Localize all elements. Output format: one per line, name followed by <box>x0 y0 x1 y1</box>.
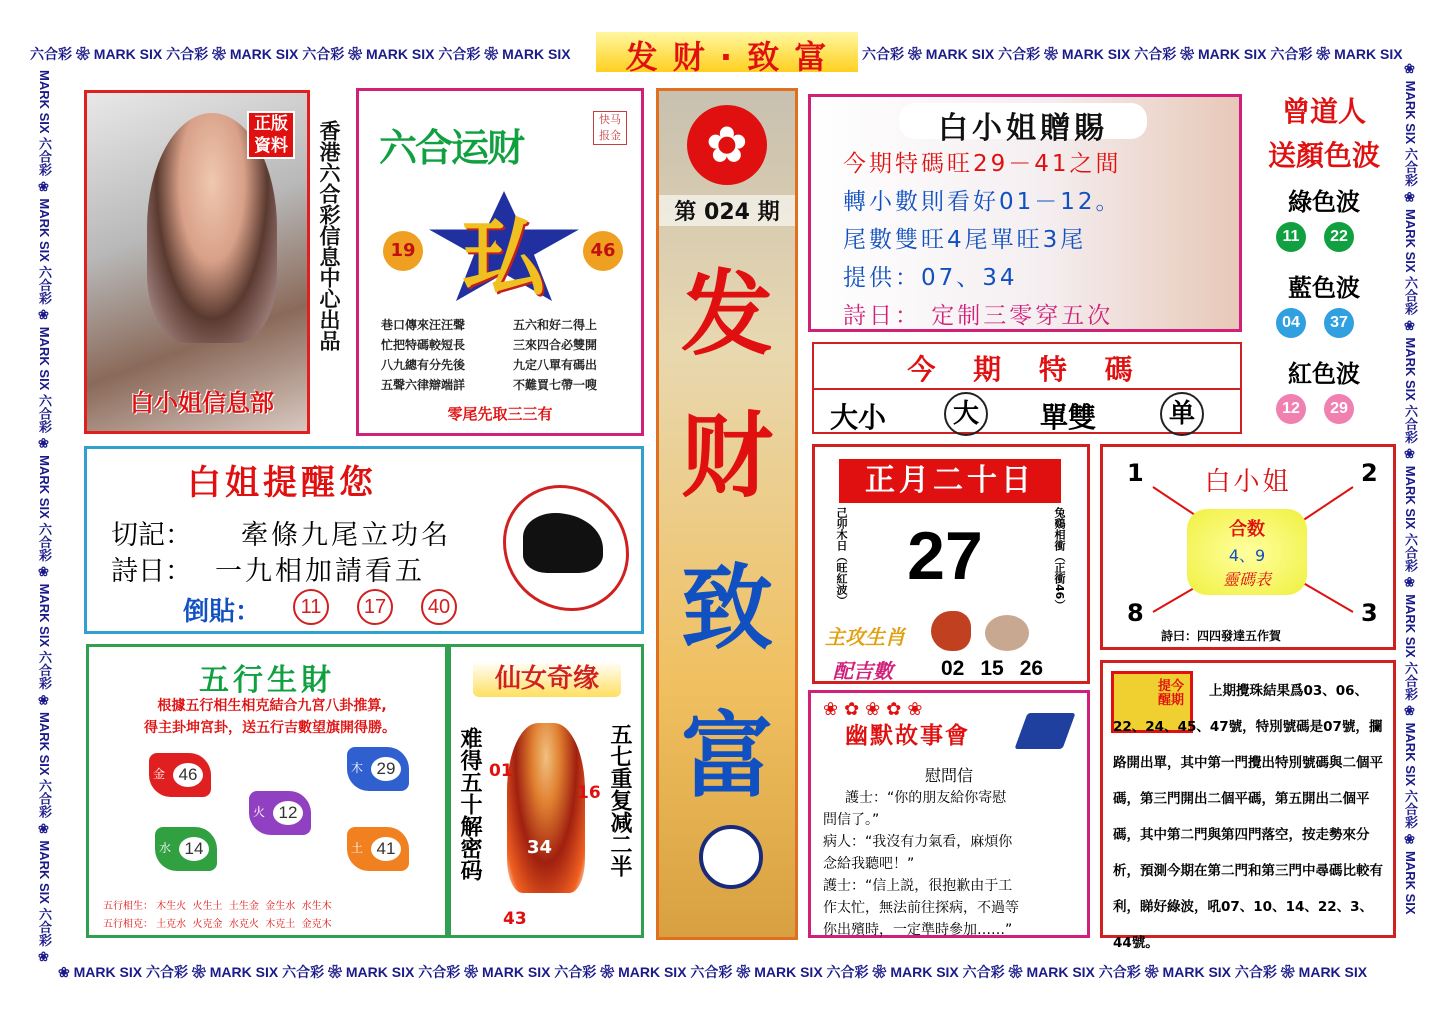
wuxing-sheng: 五行相生： 木生火 火生土 土生金 金生水 水生木 <box>103 901 332 912</box>
calendar-box <box>812 444 1090 684</box>
blue-wave-label: 藍色波 <box>1288 274 1360 302</box>
center-char-2: 财 <box>680 403 773 510</box>
fortune-poem-right: 五六和好二得上 三來四合必雙開 九定八單有碼出 不難買七帶一嗖 <box>513 318 598 392</box>
fortune-footer: 零尾先取三三有 <box>447 405 553 423</box>
fortune-title: 六合运财 <box>379 126 524 170</box>
color-wave-panel <box>1254 90 1394 430</box>
center-char-1: 发 <box>680 261 773 368</box>
zodiac-label: 主攻生肖 <box>825 625 905 649</box>
bottom-border: ❀ MARK SIX 六合彩 ❀ MARK SIX 六合彩 ❀ MARK SIX 六合彩 ❀ MARK SIX 六合彩 ❀ MARK SIX 六合彩 ❀ MARK SIX 六合彩 ❀ MARK SIX 六合彩 ❀ MARK SIX 六合彩 ❀ MARK SIX 六合彩 ❀ MARK SIX <box>58 964 1368 980</box>
red-balls <box>1276 394 1354 424</box>
remind-line1: 牽條九尾立功名 <box>241 520 451 551</box>
fortune-num-left: 19 <box>383 231 423 271</box>
gift-line-4: 提供：07、34 <box>843 265 1018 291</box>
wuxing-title: 五行生財 <box>199 663 335 698</box>
size-label: 大小 <box>830 401 887 434</box>
fortune-big-glyph: 㺨 <box>461 209 546 307</box>
match-num: 15 <box>980 657 1004 680</box>
sum-label: 合数 <box>1229 519 1265 540</box>
gift-line-2: 轉小數則看好01－12。 <box>843 189 1122 215</box>
match-num: 02 <box>941 657 965 680</box>
compass-n1: 1 <box>1127 459 1144 487</box>
compass-poem: 詩曰：四四發達五作賀 <box>1161 629 1282 643</box>
parity-value: 单 <box>1160 392 1204 436</box>
fortune-num-right: 46 <box>583 231 623 271</box>
stick-num: 17 <box>357 589 393 625</box>
header-title: 发 财 · 致 富 <box>596 32 858 72</box>
gift-title: 白小姐贈賜 <box>899 103 1147 139</box>
stick-num: 40 <box>421 589 457 625</box>
notice-text: 上期攪珠結果爲03、06、22、24、45、47號，特別號碼是07號，攔路開出單，其中第一門攪出特別號碼與二個平碼，第三門開出二個平碼，第五開出二個平碼，其中第二門與第四門落空，按走勢來分析，預測今期在第二門和第三門中尋碼比較有利，睇好綠波，吼07、10、14、22、3、44號。 <box>1113 683 1383 951</box>
calendar-day: 27 <box>907 518 983 594</box>
gift-line-1: 今期特碼旺29－41之間 <box>843 151 1122 177</box>
wuxing-desc-2: 得主卦坤宮卦，送五行吉數望旗開得勝。 <box>144 720 396 736</box>
notice-box <box>1100 660 1396 951</box>
blue-ball: 04 <box>1276 308 1306 338</box>
red-ball: 29 <box>1324 394 1354 424</box>
fairy-title: 仙女奇缘 <box>473 661 621 697</box>
match-label: 配吉數 <box>833 659 893 683</box>
fortune-box <box>356 88 644 436</box>
red-wave-label: 紅色波 <box>1288 360 1360 388</box>
stick-num: 11 <box>293 589 329 625</box>
fairy-n3: 34 <box>527 837 553 858</box>
flag-fire: 火 12 <box>249 791 311 835</box>
green-ball: 11 <box>1276 222 1306 252</box>
flag-metal: 金 46 <box>149 753 211 797</box>
compass-n3: 3 <box>1361 599 1378 627</box>
photo-caption: 白小姐信息部 <box>130 389 274 417</box>
buddha-figure <box>507 723 585 893</box>
stick-nums <box>293 589 457 625</box>
jockey-club-logo <box>699 825 763 889</box>
calendar-date: 正月二十日 <box>839 459 1061 503</box>
right-border: ❀ MARK SIX 六合彩 ❀ MARK SIX 六合彩 ❀ MARK SIX 六合彩 ❀ MARK SIX 六合彩 ❀ MARK SIX 六合彩 ❀ MARK SIX 六合彩 ❀ MARK SIX <box>1403 62 1418 915</box>
match-num: 26 <box>1019 657 1044 680</box>
publisher-vertical: 香港六合彩信息中心出品 <box>317 120 341 351</box>
story-subtitle: 慰問信 <box>924 766 973 785</box>
wuxing-ke: 五行相克： 土克水 火克金 水克火 木克土 金克木 <box>103 919 332 930</box>
notice-badge-text: 提今醒期 <box>1158 679 1185 708</box>
book-icon <box>1014 713 1075 749</box>
remind-line2: 一九相加請看五 <box>215 556 425 587</box>
center-char-4: 富 <box>680 703 773 810</box>
fairy-left-vert: 难得五十解密码 <box>457 727 482 881</box>
special-title: 今 期 特 碼 <box>907 353 1147 386</box>
compass-title: 白小姐 <box>1204 467 1292 497</box>
story-body: 護士：“你的朋友給你寄慰 問信了。” 病人：“我沒有力氣看，麻煩你 念給我聽吧！” 護士：“信上説，很抱歉由于工 作太忙，無法前往探病，不過等 你出殯時，一定準時參加……” <box>823 790 1019 938</box>
wuxing-desc-1: 根據五行相生相克結合九宮八卦推算, <box>157 698 387 714</box>
compass-n2: 2 <box>1361 459 1378 487</box>
fortune-poem-left: 巷口傳來汪汪聲 忙把特碼較短長 八九總有分先後 五聲六律辯端詳 <box>381 318 466 392</box>
rabbit-icon <box>985 615 1029 651</box>
top-border-left: 六合彩 ❀ MARK SIX 六合彩 ❀ MARK SIX 六合彩 ❀ MARK SIX 六合彩 ❀ MARK SIX <box>30 46 571 62</box>
red-ball: 12 <box>1276 394 1306 424</box>
gift-box <box>808 94 1242 332</box>
green-balls <box>1276 222 1354 252</box>
remind-title: 白姐提醒您 <box>187 463 377 503</box>
flowers-decoration: ❀✿❀✿❀ <box>823 699 929 720</box>
fairy-box <box>448 644 644 938</box>
blue-ball: 37 <box>1324 308 1354 338</box>
fairy-right-vert: 五七重复减二半 <box>607 723 632 877</box>
green-wave-label: 綠色波 <box>1288 188 1360 216</box>
photo-box <box>84 90 310 434</box>
special-box <box>812 342 1242 434</box>
bauhinia-icon: ✿ <box>706 116 748 174</box>
flag-earth: 土 41 <box>347 827 409 871</box>
match-nums <box>941 657 1043 681</box>
fairy-n2: 16 <box>577 783 601 803</box>
compass-n8: 8 <box>1127 599 1144 627</box>
center-column <box>656 88 798 940</box>
sum-panel <box>1187 509 1307 595</box>
wuxing-box <box>86 644 448 938</box>
remind-line2-label: 詩日： <box>111 556 192 587</box>
cw-title-2: 送顏色波 <box>1267 139 1380 172</box>
compass-box <box>1100 444 1396 650</box>
special-divider <box>814 388 1240 390</box>
top-border-right: 六合彩 ❀ MARK SIX 六合彩 ❀ MARK SIX 六合彩 ❀ MARK SIX 六合彩 ❀ MARK SIX <box>862 46 1403 62</box>
green-ball: 22 <box>1324 222 1354 252</box>
blue-balls <box>1276 308 1354 338</box>
sum-value: 4、9 <box>1228 546 1266 565</box>
stick-label: 倒貼： <box>183 597 262 627</box>
flag-water: 水 14 <box>155 827 217 871</box>
table-label: 靈碼表 <box>1222 570 1271 589</box>
story-box <box>808 690 1090 938</box>
flag-wood: 木 29 <box>347 747 409 791</box>
fairy-n1: 01 <box>489 761 513 781</box>
fairy-n4: 43 <box>503 909 527 929</box>
story-title: 幽默故事會 <box>845 723 970 749</box>
center-char-3: 致 <box>680 555 773 662</box>
cw-title-1: 曾道人 <box>1281 95 1366 128</box>
size-value: 大 <box>944 392 988 436</box>
remind-box <box>84 446 644 634</box>
issue-number: 第 024 期 <box>659 195 795 226</box>
rooster-icon <box>931 611 971 651</box>
calendar-left-vert: 己卯木日（旺紅波） <box>835 507 848 606</box>
remind-line1-label: 切記： <box>111 520 192 551</box>
official-badge: 正版資料 <box>247 111 295 159</box>
parity-label: 單雙 <box>1040 401 1097 434</box>
fortune-stamp: 快马报金 <box>593 111 627 145</box>
calendar-right-vert: 兔鷄相衝（正衝46） <box>1053 507 1066 611</box>
left-border: MARK SIX 六合彩 ❀ MARK SIX 六合彩 ❀ MARK SIX 六合彩 ❀ MARK SIX 六合彩 ❀ MARK SIX 六合彩 ❀ MARK SIX 六合彩 ❀ MARK SIX 六合彩 ❀ <box>37 70 52 966</box>
gift-line-3: 尾數雙旺4尾單旺3尾 <box>843 227 1087 253</box>
gift-line-5: 詩日： 定制三零穿五次 <box>843 303 1114 329</box>
